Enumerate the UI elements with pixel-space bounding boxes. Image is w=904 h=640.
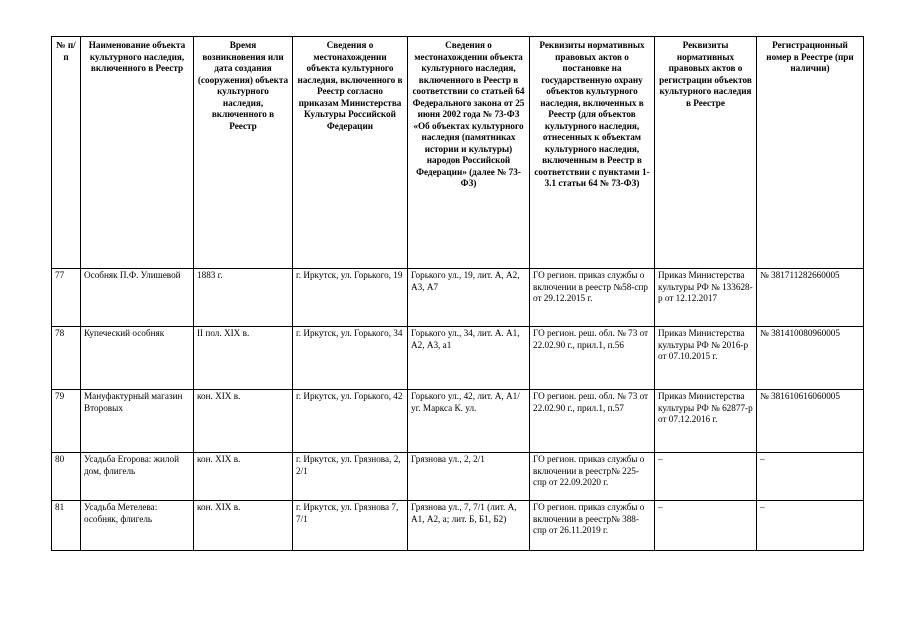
header-location-ministry: Сведения о местонахождении объекта культурного наследия, включенного в Реестр согласно приказам Министерства Культуры Российской Федерации [293, 37, 408, 269]
cell-location-ministry: г. Иркутск, ул. Грязнова, 2, 2/1 [293, 453, 408, 501]
cell-number: 80 [52, 453, 81, 501]
cell-creation-date: кон. XIX в. [194, 501, 293, 551]
cell-registration-number: – [757, 501, 864, 551]
cell-location-ministry: г. Иркутск, ул. Грязнова 7, 7/1 [293, 501, 408, 551]
cell-object-name: Особняк П.Ф. Улишевой [81, 269, 194, 327]
cell-number: 79 [52, 390, 81, 453]
header-protection-acts: Реквизиты нормативных правовых актов о постановке на государственную охрану объектов культурного наследия, включенных в Реестр (для объектов культурного наследия, отнесенных к объектам культурного наследия, включенным в Реестр в соответствии с пунктами 1-3.1 статьи 64 № 73-ФЗ) [530, 37, 655, 269]
cell-protection-acts: ГО регион. приказ службы о включении в реестр №58-спр от 29.12.2015 г. [530, 269, 655, 327]
header-row [52, 37, 864, 269]
table-row [52, 269, 864, 327]
cell-creation-date: кон. XIX в. [194, 390, 293, 453]
header-creation-date: Время возникновения или дата создания (сооружения) объекта культурного наследия, включенного в Реестр [194, 37, 293, 269]
cell-object-name: Усадьба Метелева: особняк, флигель [81, 501, 194, 551]
cell-creation-date: 1883 г. [194, 269, 293, 327]
header-registration-acts: Реквизиты нормативных правовых актов о регистрации объектов культурного наследия в Реестре [655, 37, 757, 269]
cell-registration-acts: Приказ Министерства культуры РФ № 62877-р от 07.12.2016 г. [655, 390, 757, 453]
cell-number: 78 [52, 327, 81, 390]
cell-location-law: Грязнова ул., 7, 7/1 (лит. А, А1, А2, а; лит. Б, Б1, Б2) [408, 501, 530, 551]
cell-location-law: Горького ул., 19, лит. А, А2, А3, А7 [408, 269, 530, 327]
cell-creation-date: кон. XIX в. [194, 453, 293, 501]
header-number: № п/п [52, 37, 81, 269]
cell-registration-number: № 381711282660005 [757, 269, 864, 327]
cell-location-law: Грязнова ул., 2, 2/1 [408, 453, 530, 501]
cell-protection-acts: ГО регион. приказ службы о включении в реестр№ 225-спр от 22.09.2020 г. [530, 453, 655, 501]
table-row [52, 453, 864, 501]
header-location-law: Сведения о местонахождении объекта культурного наследия, включенного в Реестр в соответствии со статьей 64 Федерального закона от 25 июня 2002 года № 73-ФЗ «Об объектах культурного наследия (памятниках истории и культуры) народов Российской Федерации» (далее № 73-ФЗ) [408, 37, 530, 269]
heritage-registry-table [51, 36, 864, 551]
cell-protection-acts: ГО регион. реш. обл. № 73 от 22.02.90 г., прил.1, п.57 [530, 390, 655, 453]
cell-number: 77 [52, 269, 81, 327]
cell-location-law: Горького ул., 34, лит. А. А1, А2, А3, а1 [408, 327, 530, 390]
cell-object-name: Усадьба Егорова: жилой дом, флигель [81, 453, 194, 501]
header-registration-number: Регистрационный номер в Реестре (при наличии) [757, 37, 864, 269]
table-row [52, 501, 864, 551]
table-header [52, 37, 864, 269]
cell-registration-acts: Приказ Министерства культуры РФ № 133628-р от 12.12.2017 [655, 269, 757, 327]
header-object-name: Наименование объекта культурного наследия, включенного в Реестр [81, 37, 194, 269]
cell-location-ministry: г. Иркутск, ул. Горького, 42 [293, 390, 408, 453]
table-row [52, 327, 864, 390]
cell-location-ministry: г. Иркутск, ул. Горького, 19 [293, 269, 408, 327]
cell-protection-acts: ГО регион. реш. обл. № 73 от 22.02.90 г., прил.1, п.56 [530, 327, 655, 390]
cell-registration-acts: – [655, 501, 757, 551]
cell-location-law: Горького ул., 42, лит. А, А1/уг. Маркса К. ул. [408, 390, 530, 453]
cell-location-ministry: г. Иркутск, ул. Горького, 34 [293, 327, 408, 390]
cell-registration-number: № 381410080960005 [757, 327, 864, 390]
cell-creation-date: II пол. XIX в. [194, 327, 293, 390]
cell-registration-acts: – [655, 453, 757, 501]
cell-number: 81 [52, 501, 81, 551]
cell-object-name: Мануфактурный магазин Второвых [81, 390, 194, 453]
cell-registration-number: № 381610616060005 [757, 390, 864, 453]
cell-protection-acts: ГО регион. приказ службы о включении в реестр№ 388-спр от 26.11.2019 г. [530, 501, 655, 551]
table-row [52, 390, 864, 453]
cell-object-name: Купеческий особняк [81, 327, 194, 390]
cell-registration-number: – [757, 453, 864, 501]
cell-registration-acts: Приказ Министерства культуры РФ № 2016-р от 07.10.2015 г. [655, 327, 757, 390]
table-body [52, 269, 864, 551]
